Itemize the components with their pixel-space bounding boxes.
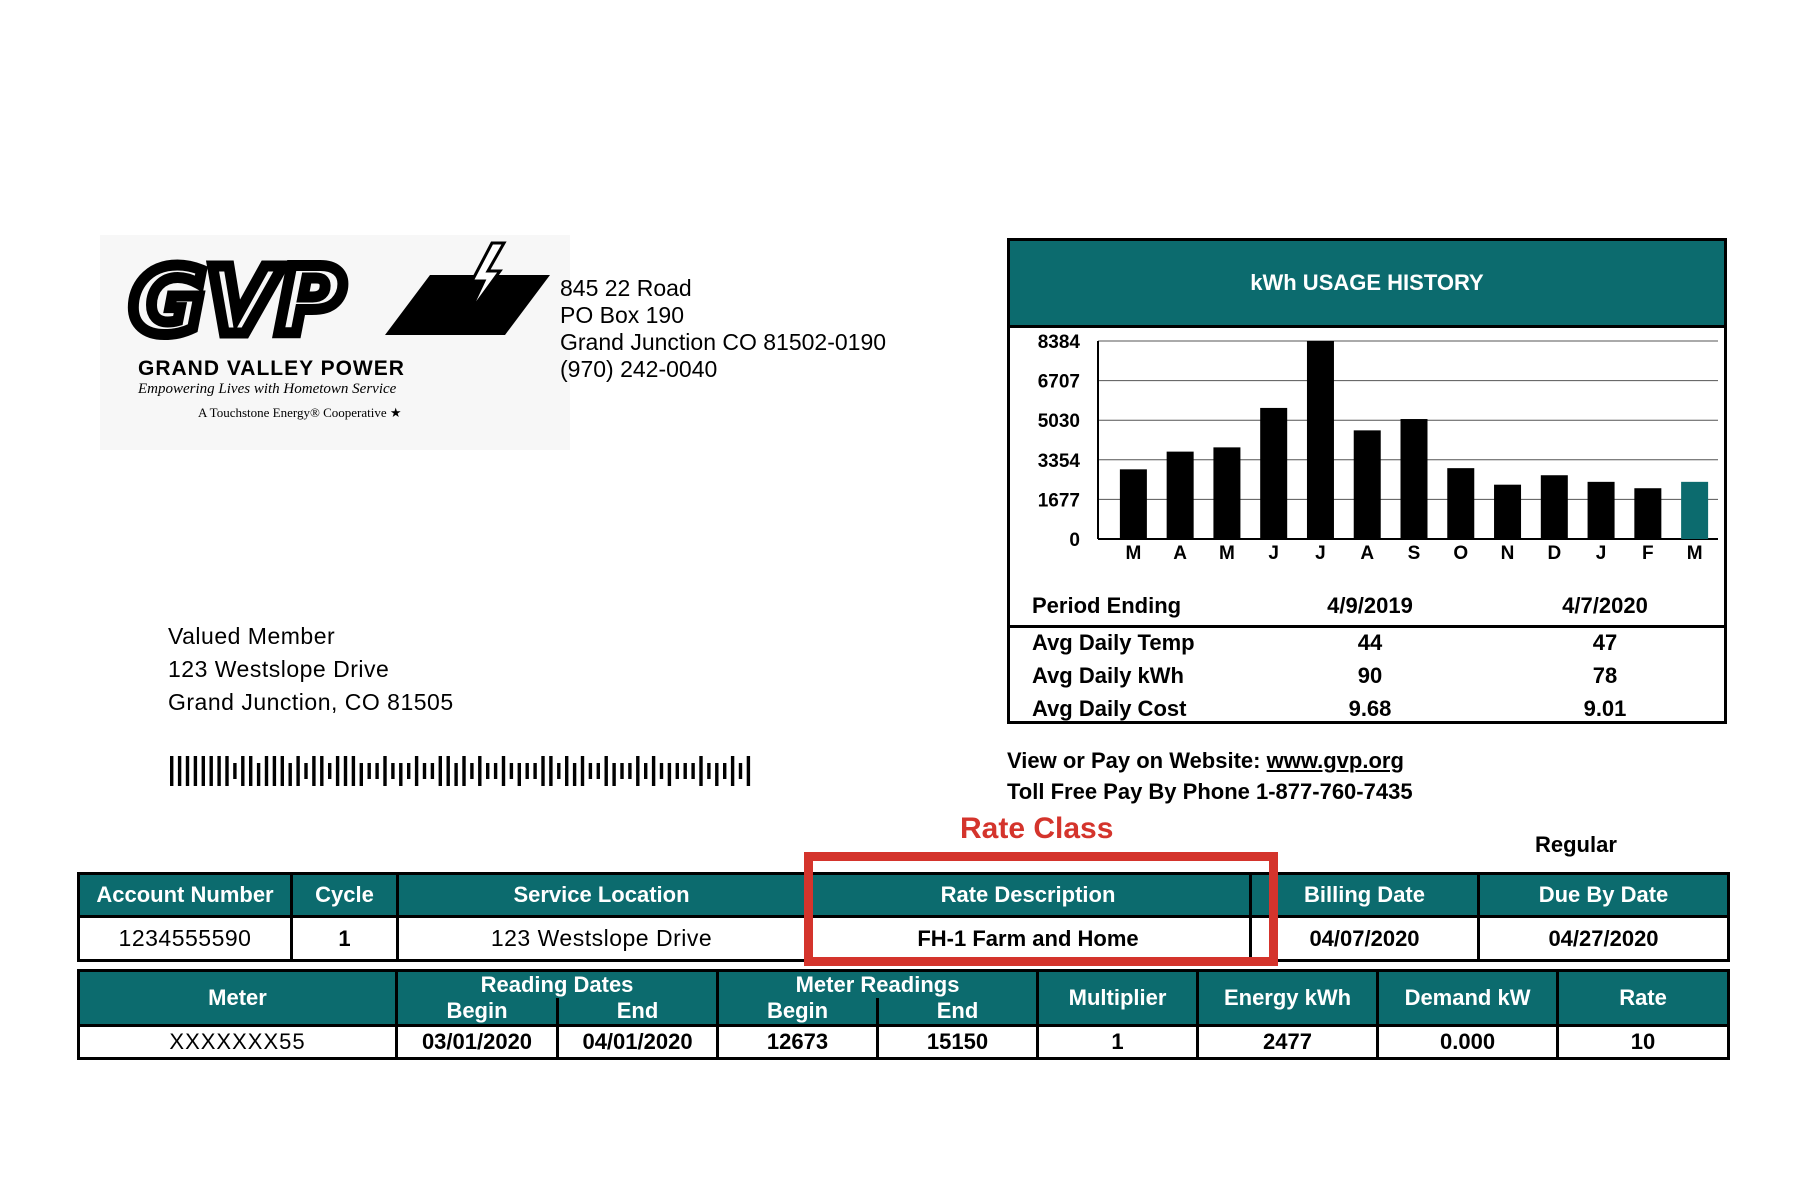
multiplier: 1	[1038, 1026, 1198, 1059]
stat-row	[1010, 696, 1724, 729]
barcode-bar	[249, 756, 252, 786]
column-header-group: Meter Readings	[718, 971, 1038, 999]
gvp-logo-mark	[100, 235, 570, 365]
stat-value-2020: 47	[1592, 630, 1618, 655]
y-tick-label: 8384	[1037, 332, 1080, 353]
x-tick-label: M	[1125, 543, 1142, 564]
barcode-bar	[360, 763, 363, 786]
phone-line: Toll Free Pay By Phone 1-877-760-7435	[1007, 779, 1413, 804]
barcode-bar	[194, 756, 197, 786]
usage-bar	[1307, 341, 1334, 539]
barcode-bar	[589, 763, 592, 779]
stat-row	[1010, 630, 1724, 663]
usage-bar	[1213, 447, 1240, 539]
barcode-bar	[344, 756, 347, 786]
due-by-date: 04/27/2020	[1479, 917, 1729, 961]
column-header: Demand kW	[1378, 971, 1558, 1026]
x-tick-label: N	[1500, 543, 1515, 564]
barcode-bar	[431, 763, 434, 779]
website-link[interactable]: www.gvp.org	[1266, 748, 1404, 773]
postal-barcode	[170, 753, 760, 789]
logo-cooperative	[198, 405, 518, 421]
column-header: Meter	[79, 971, 397, 1026]
barcode-bar	[486, 763, 489, 779]
column-header: Begin	[718, 998, 878, 1026]
company-address-line: 845 22 Road	[560, 275, 692, 301]
usage-bar	[1634, 488, 1661, 539]
barcode-bar	[612, 763, 615, 786]
barcode-bar	[225, 756, 228, 786]
barcode-bar	[281, 756, 284, 786]
barcode-bar	[628, 763, 631, 779]
x-tick-label: S	[1407, 543, 1421, 564]
stat-row	[1010, 663, 1724, 696]
stat-value-2019: 90	[1357, 663, 1383, 688]
barcode-bar	[241, 756, 244, 786]
barcode-bar	[605, 756, 608, 786]
barcode-bar	[454, 763, 457, 786]
meter-header-row	[79, 971, 1729, 999]
column-header: End	[558, 998, 718, 1026]
barcode-bar	[660, 763, 663, 779]
usage-bar	[1447, 468, 1474, 539]
logo-tagline: Empowering Lives with Hometown Service	[138, 381, 397, 397]
barcode-bar	[170, 756, 173, 786]
barcode-bar	[478, 756, 481, 786]
barcode-bar	[233, 763, 236, 779]
barcode-bar	[699, 756, 702, 786]
barcode-bar	[217, 756, 220, 786]
usage-bar	[1541, 475, 1568, 539]
y-tick-label: 6707	[1037, 371, 1080, 393]
regular-label: Regular	[1535, 832, 1617, 857]
barcode-bar	[502, 756, 505, 786]
web-label: View or Pay on Website:	[1007, 748, 1261, 773]
barcode-bar	[415, 756, 418, 786]
rate: 10	[1558, 1026, 1729, 1059]
meter-reading-end: 15150	[878, 1026, 1038, 1059]
column-header-group: Reading Dates	[397, 971, 718, 999]
barcode-bar	[526, 763, 529, 779]
barcode-bar	[289, 763, 292, 786]
barcode-bar	[557, 763, 560, 779]
barcode-bar	[296, 756, 299, 786]
x-tick-label: F	[1642, 543, 1654, 564]
barcode-bar	[439, 756, 442, 786]
mailing-address-line: Grand Junction, CO 81505	[168, 689, 454, 715]
barcode-bar	[423, 763, 426, 779]
stat-value-2020: 9.01	[1583, 696, 1627, 721]
barcode-bar	[391, 763, 394, 779]
column-header: Begin	[397, 998, 558, 1026]
column-header: Due By Date	[1479, 874, 1729, 917]
barcode-bar	[715, 763, 718, 786]
barcode-bar	[470, 763, 473, 779]
logo-letters: GVP	[130, 248, 345, 355]
barcode-bar	[747, 756, 750, 786]
usage-history-panel	[1007, 238, 1727, 724]
usage-bar	[1401, 419, 1428, 539]
stat-value-2019: 44	[1357, 630, 1383, 655]
barcode-bar	[541, 756, 544, 786]
company-address	[560, 275, 886, 383]
barcode-bar	[676, 763, 679, 779]
x-tick-label: M	[1219, 543, 1235, 564]
column-header: Multiplier	[1038, 971, 1198, 1026]
billing-date: 04/07/2020	[1251, 917, 1479, 961]
usage-bar	[1588, 482, 1615, 539]
touchstone-icon: ★	[389, 405, 402, 420]
barcode-bar	[368, 763, 371, 779]
x-tick-label: J	[1268, 543, 1279, 564]
column-header: Account Number	[79, 874, 292, 917]
energy-kwh: 2477	[1198, 1026, 1378, 1059]
y-tick-label: 5030	[1037, 411, 1080, 433]
barcode-bar	[407, 763, 410, 779]
reading-date-end: 04/01/2020	[558, 1026, 718, 1059]
column-header: Billing Date	[1251, 874, 1479, 917]
barcode-bar	[652, 756, 655, 786]
barcode-bar	[328, 763, 331, 779]
barcode-bar	[518, 763, 521, 786]
barcode-bar	[352, 756, 355, 786]
period-ending-1: 4/9/2019	[1327, 593, 1413, 618]
barcode-bar	[383, 756, 386, 786]
y-tick-label: 3354	[1037, 450, 1080, 472]
cooperative-text: A Touchstone Energy® Cooperative	[198, 405, 387, 420]
usage-bar	[1354, 430, 1381, 539]
barcode-bar	[684, 763, 687, 779]
y-tick-label: 0	[1069, 530, 1080, 551]
usage-bar-chart	[1010, 329, 1724, 564]
x-tick-label: A	[1360, 543, 1375, 564]
x-tick-label: A	[1173, 543, 1188, 564]
meter-table	[77, 969, 1730, 1060]
meter-id: XXXXXXX55	[79, 1026, 397, 1059]
mailing-address-line: Valued Member	[168, 623, 336, 649]
mailing-address	[168, 620, 454, 719]
barcode-bar	[533, 763, 536, 779]
logo-company-name: GRAND VALLEY POWER	[138, 357, 405, 380]
column-header: Rate	[1558, 971, 1729, 1026]
period-ending-2: 4/7/2020	[1562, 593, 1648, 618]
usage-bar	[1120, 469, 1147, 539]
barcode-bar	[336, 756, 339, 786]
stat-label: Avg Daily Temp	[1032, 630, 1195, 655]
demand-kw: 0.000	[1378, 1026, 1558, 1059]
column-header: Rate Description	[806, 874, 1251, 917]
service-location: 123 Westslope Drive	[398, 917, 806, 961]
barcode-bar	[399, 763, 402, 786]
x-tick-label: M	[1686, 543, 1703, 564]
barcode-bar	[549, 756, 552, 786]
usage-bar	[1494, 485, 1521, 539]
barcode-bar	[375, 763, 378, 779]
usage-bar	[1260, 408, 1287, 539]
company-address-line: PO Box 190	[560, 302, 685, 328]
usage-history-title: kWh USAGE HISTORY	[1010, 241, 1724, 325]
cycle: 1	[292, 917, 398, 961]
column-header: Energy kWh	[1198, 971, 1378, 1026]
stat-label: Avg Daily kWh	[1032, 663, 1184, 688]
barcode-bar	[597, 763, 600, 779]
mailing-address-line: 123 Westslope Drive	[168, 656, 390, 682]
barcode-bar	[447, 756, 450, 786]
meter-row	[79, 1026, 1729, 1059]
barcode-bar	[273, 756, 276, 786]
barcode-bar	[565, 756, 568, 786]
company-logo	[100, 235, 570, 450]
barcode-bar	[636, 756, 639, 786]
barcode-bar	[644, 763, 647, 779]
panel-divider	[1010, 625, 1724, 628]
barcode-bar	[462, 756, 465, 786]
payment-contact	[1007, 745, 1413, 807]
barcode-bar	[257, 763, 260, 786]
web-line	[1007, 745, 1413, 776]
barcode-bar	[312, 756, 315, 786]
reading-date-begin: 03/01/2020	[397, 1026, 558, 1059]
barcode-bar	[265, 756, 268, 786]
barcode-bar	[178, 756, 181, 786]
barcode-bar	[707, 763, 710, 779]
stat-label: Avg Daily Cost	[1032, 696, 1187, 721]
barcode-bar	[202, 756, 205, 786]
period-ending-label: Period Ending	[1032, 593, 1182, 618]
x-tick-label: O	[1453, 543, 1469, 564]
barcode-bar	[731, 756, 734, 786]
x-tick-label: D	[1547, 543, 1562, 564]
rate-class-annotation-label: Rate Class	[960, 812, 1114, 845]
x-tick-label: J	[1595, 543, 1607, 564]
panel-divider	[1010, 325, 1724, 328]
barcode-bar	[210, 756, 213, 786]
column-header: End	[878, 998, 1038, 1026]
barcode-bar	[510, 763, 513, 779]
y-tick-label: 1677	[1037, 490, 1080, 512]
barcode-bar	[494, 763, 497, 779]
barcode-bar	[581, 756, 584, 786]
barcode-bar	[620, 763, 623, 779]
x-tick-label: J	[1315, 543, 1326, 564]
company-address-line: Grand Junction CO 81502-0190	[560, 329, 887, 355]
column-header: Service Location	[398, 874, 806, 917]
period-ending-row	[1010, 593, 1724, 626]
stat-value-2020: 78	[1592, 663, 1618, 688]
account-number: 1234555590	[79, 917, 292, 961]
barcode-bar	[186, 756, 189, 786]
barcode-bar	[320, 756, 323, 786]
barcode-bar	[739, 763, 742, 779]
barcode-bar	[668, 763, 671, 786]
rate-class-highlight-box	[804, 852, 1278, 966]
barcode-bar	[304, 763, 307, 779]
rate-description: FH-1 Farm and Home	[806, 917, 1251, 961]
stat-value-2019: 9.68	[1348, 696, 1392, 721]
usage-bar	[1167, 452, 1194, 539]
usage-bar	[1681, 482, 1708, 539]
company-address-line: (970) 242-0040	[560, 356, 718, 382]
barcode-bar	[573, 763, 576, 786]
barcode-bar	[691, 763, 694, 779]
barcode-bar	[723, 763, 726, 779]
column-header: Cycle	[292, 874, 398, 917]
meter-reading-begin: 12673	[718, 1026, 878, 1059]
